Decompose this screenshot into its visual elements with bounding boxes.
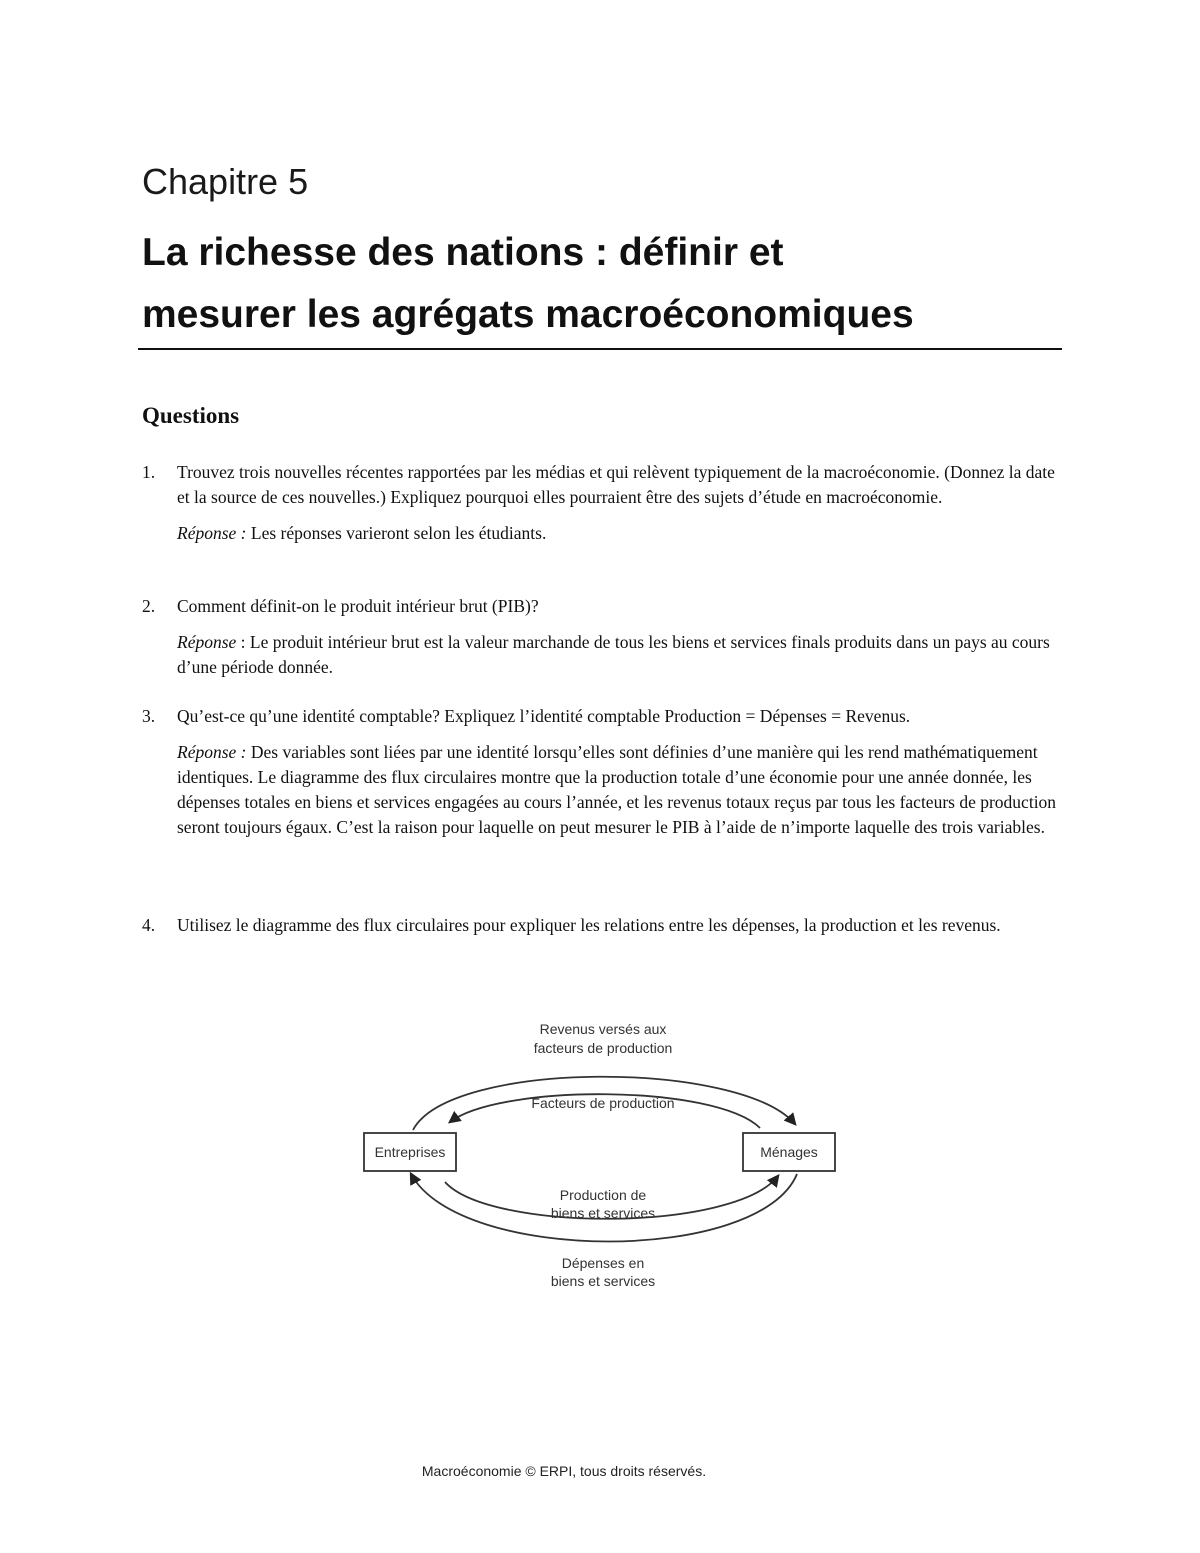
entreprises-box-label: Entreprises bbox=[374, 1144, 446, 1160]
outer-top-label-line-2: facteurs de production bbox=[533, 1040, 673, 1056]
section-heading: Questions bbox=[142, 403, 240, 428]
question-number: 2. bbox=[142, 596, 156, 616]
question-item bbox=[142, 704, 1072, 840]
question-item bbox=[142, 460, 1072, 546]
question-text: Qu’est-ce qu’une identité comptable? Expliquez l’identité comptable Production = Dépenses = Revenus. bbox=[177, 706, 911, 726]
question-answer bbox=[177, 630, 1067, 680]
page-footer: Macroéconomie © ERPI, tous droits réservés. bbox=[421, 1463, 707, 1479]
answer-text: Les réponses varieront selon les étudiants. bbox=[246, 523, 547, 543]
question-item bbox=[142, 594, 1072, 680]
question-number: 3. bbox=[142, 706, 156, 726]
outer-bottom-label-line-2: biens et services bbox=[550, 1273, 656, 1289]
chapter-title bbox=[142, 222, 1072, 346]
circular-flow-diagram bbox=[355, 1012, 845, 1302]
chapter-title-line-1: La richesse des nations : définir et bbox=[142, 231, 784, 274]
inner-bottom-label-line-1: Production de bbox=[559, 1187, 647, 1203]
inner-top-label: Facteurs de production bbox=[531, 1095, 675, 1111]
inner-bottom-label-line-2: biens et services bbox=[550, 1205, 656, 1221]
question-answer bbox=[177, 740, 1067, 840]
title-underline-rule bbox=[138, 348, 1062, 350]
menages-box-label: Ménages bbox=[760, 1144, 818, 1160]
question-text: Comment définit-on le produit intérieur brut (PIB)? bbox=[177, 596, 539, 616]
question-text: Utilisez le diagramme des flux circulaires pour expliquer les relations entre les dépenses, la production et les revenus. bbox=[177, 915, 1001, 935]
question-answer bbox=[177, 521, 1067, 546]
answer-label: Réponse : bbox=[177, 742, 247, 762]
answer-label: Réponse bbox=[177, 632, 237, 652]
chapter-title-line-2: mesurer les agrégats macroéconomiques bbox=[142, 293, 914, 336]
answer-text: : Le produit intérieur brut est la valeur marchande de tous les biens et services finals produits dans un pays au cours d’une période donnée. bbox=[177, 632, 1050, 677]
outer-top-label-line-1: Revenus versés aux bbox=[539, 1021, 667, 1037]
question-item bbox=[142, 913, 1072, 938]
chapter-label: Chapitre 5 bbox=[142, 161, 309, 202]
question-number: 4. bbox=[142, 915, 156, 935]
outer-bottom-label-line-1: Dépenses en bbox=[561, 1255, 645, 1271]
question-number: 1. bbox=[142, 462, 156, 482]
question-text: Trouvez trois nouvelles récentes rapportées par les médias et qui relèvent typiquement de la macroéconomie. (Donnez la date et la source de ces nouvelles.) Expliquez pourquoi elles pourraient être des sujets d’étude en macroéconomie. bbox=[177, 462, 1055, 507]
answer-label: Réponse : bbox=[177, 523, 247, 543]
answer-text: Des variables sont liées par une identité lorsqu’elles sont définies d’une manière qui les rend mathématiquement identiques. Le diagramme des flux circulaires montre que la production totale d’une économie pour une année donnée, les dépenses totales en biens et services engagées au cours l’année, et les revenus totaux reçus par tous les facteurs de production seront toujours égaux. C’est la raison pour laquelle on peut mesurer le PIB à l’aide de n’importe laquelle des trois variables. bbox=[177, 742, 1057, 837]
